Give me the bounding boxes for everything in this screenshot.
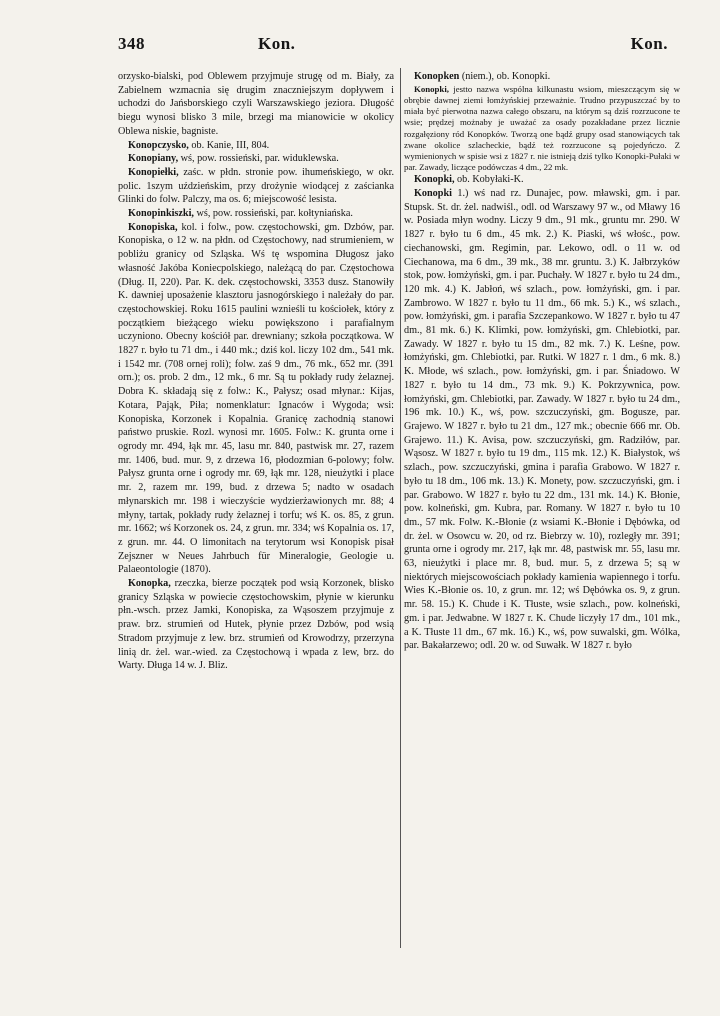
entry-term: Konopki, bbox=[414, 174, 455, 186]
entry-term: Konopiska, bbox=[128, 221, 178, 233]
entry-text: wś, pow. rossieński, par. kołtyniańska. bbox=[196, 208, 353, 220]
entry-text: jestto nazwa wspólna kilkunastu wsiom, mieszczącym się w obrębie dawnej ziemi łomżyńskiej przeważnie. Trudno przypuszczać by to miała być pierwotna nazwa całego obszaru, na którym są dziś rozrzucone te wsie; prędzej możnaby je uważać za osady pozakładane przez licznie rozgałęziony ród Konopków. Tworzą one bądź grupy osad stanowiących tak zwane okolice szlacheckie, bądź też rozrzucone są pojedyńczo. Z wymienionych w spisie wsi z 1827 r. nie istnieją dziś tylko Konopki-Pułaki w par. Zawady, liczące podówczas 4 dm., 22 mk. bbox=[404, 83, 680, 173]
right-column bbox=[404, 70, 680, 1000]
entry-term: Konopka, bbox=[128, 578, 171, 590]
left-column bbox=[118, 70, 394, 1000]
entry-term: Konopczysko, bbox=[128, 139, 189, 151]
dictionary-entry bbox=[118, 221, 394, 577]
dictionary-entry bbox=[118, 152, 394, 166]
entry-text: 1.) wś nad rz. Dunajec, pow. mławski, gm. i par. Stupsk. St. dr. żel. nadwiśl., odl. od Warszawy 97 w., od Mławy 16 w. Posiada młyn wodny. Liczy 9 dm., 91 mk., gruntu mr. 290. W 1827 r. było tu 6 dm., 45 mk. 2.) K. Piaski, wś włośc., pow. ciechanowski, gm. Regimin, par. Lekowo, odl. o 11 w. od Ciechanowa, ma 6 dm., 39 mk., 38 mr. gruntu. 3.) K. Jałbrzyków stok, pow. łomżyński, gm. i par. Puchały. W 1827 r. było tu 24 dm., 120 mk. 4.) K. Jabłoń, wś szlach., pow. łomżyński, gm. i par. Zambrowo. W 1827 r. było tu 11 dm., 66 mk. 5.) K., wś szlach., pow. łomżyński, gm. i parafia Szczepankowo. W 1827 r. było tu 47 dm., 81 mk. 6.) K. Klimki, pow. łomżyński, gm. Chlebiotki, par. Zawady. W 1827 r. było tu 15 dm., 82 mk. 7.) K. Leśne, pow. łomżyński, gm. Chlebiotki, par. Rutki. W 1827 r. 1 dm., 6 mk. 8.) K. Młode, wś szlach., pow. łomżyński, gm. i par. Śniadowo. W 1827 r. było tu 14 dm., 73 mk. 9.) K. Pokrzywnica, pow. łomżyński, gm. Chlebiotki, par. Zawady. W 1827 r. było tu 24 dm., 196 mk. 10.) K., wś, pow. szczuczyński, gm. Bogusze, par. Grajewo. W 1827 r. było tu 21 dm., 127 mk.; obecnie 666 mr. Ob. Grajewo. 11.) K. Avisa, pow. szczuczyński, gm. Radziłów, par. Wąsosz. W 1827 r. było tu 19 dm., 115 mk. 12.) K. Białystok, wś szlach., pow. szczuczyński, gmina i parafia Grabowo. W 1827 r. było tu 18 dm., 106 mk. 13.) K. Monety, pow. szczuczyński, gm. i par. Grabowo. W 1827 r. było tu 22 dm., 131 mk. 14.) K. Błonie, pow. kolneński, gm. Kubra, par. Romany. W 1827 r. było tu 10 dm., 57 mk. Folw. K.-Błonie (z wsiami K.-Błonie i Dębówka, od dr. żel. w Osowcu w. 20, od rz. Biebrzy w. 10), rozległy mr. 391; grunta orne i ogrody mr. 217, łąk mr. 48, pastwisk mr. 55, lasu mr. 63, nieużytki i place mr. 8, bud. mur. 5, z drzewa 5; są w niektórych miejscowościach pokłady kamienia wapiennego i torfu. Wies K.-Błonie os. 10, z grun. mr. 12; wś Dębówka os. 9, z grun. mr. 58. 15.) K. Chude i K. Tłuste, wsie szlach., pow. kolneński, gm. i par. Jedwabne. W 1827 r. K. Chude liczyły 17 dm., 101 mk., a K. Tłuste 11 dm., 67 mk. 16.) K., wś, pow suwalski, gm. Wólka, par. Bakałarzewo; odl. 20 w. od Suwałk. W 1827 r. było bbox=[404, 188, 680, 652]
entry-text: orzysko-bialski, pod Oblewem przyjmuje strugę od m. Biały, za Zabielnem wzmacnia się drugim znaczniejszym dopływem i uchodzi do Jańsborskiego czyli Warszawskiego jeziora. Długość biegu wynosi blisko 3 mile, brzegi ma mianowicie w okolicy Oblewa niskie, bagniste. bbox=[118, 71, 394, 137]
entry-term: Konopinkiszki, bbox=[128, 208, 194, 220]
entry-text: zaśc. w płdn. stronie pow. ihumeńskiego, w okr. polic. 1szym uździeńskim, przy drożynie wiodącej z zaścianka Glinki do folw. Palczy, ma os. 6; miejscowość lesista. bbox=[118, 166, 394, 206]
dictionary-entry bbox=[404, 84, 680, 174]
entry-text: kol. i folw., pow. częstochowski, gm. Dzbów, par. Konopiska, o 12 w. na płdn. od Częstochowy, nad strumieniem, w pobliżu granicy od Szląska. Wś tę wspomina Długosz jako własność Jakóba Koniecpolskiego, należącą do par. Częstochowa (Dług. II, 220). Par. K. dek. częstochowski, 3353 dusz. Stanowiły K. dawniej uposażenie klasztoru jasnogórskiego i należały do par. częstochowskiej. Roku 1615 paulini wznieśli tu kościołek, który z początkiem bieżącego wieku powiększono i parafialnym uczyniono. Obecny kościół par. drewniany; szkoła początkowa. W 1827 r. było tu 71 dm., i 440 mk.; dziś kol. liczy 102 dm., 541 mk. i 1542 mr. (708 ornej roli); folw. zaś 9 dm., 76 mk., 652 mr. (391 orn.); os. prob. 2 dm., 12 mk., 6 mr. Są tu pokłady rudy żelaznej. Dobra K. składają się z folw.: K., Pałysz; osad młynar.: Kijas, Kotara, Pająk, Piła; nomenklatur: Ignaców i Wygoda; wsi: Konopiska, Korzonek i Kopalnia. Granicę zachodnią stanowi państwo pruskie. Rozl. wynosi mr. 1605. Folw.: K. grunta orne i ogrody mr. 494, łąk mr. 45, lasu mr. 840, pastwisk mr. 27, razem mr. 1406, bud. mur. 9, z drzewa 16, płodozmian 6-polowy; folw. Pałysz grunta orne i ogrody mr. 69, łąk mr. 128, nieużytki i place mr. 2, razem mr. 199, bud. z drzewa 5; nadto w osadach młynarskich mr. 198 i wieczyście wydzierżawionych mr. 88; 4 młyny, tartak, pokłady rudy żelaznej i torfu; wś K. os. 85, z grun. mr. 1662; wś Korzonek os. 24, z grun. mr. 334; wś Kopalnia os. 17, z grun. mr. 44. O limonitach na terytorum wsi Konopisk pisał Zejszner w Neues Jahrbuch für Mineralogie, Geologie u. Palaeontologie (1870). bbox=[118, 221, 394, 576]
dictionary-entry bbox=[118, 139, 394, 153]
left-running-head: Kon. bbox=[258, 34, 296, 53]
dictionary-entry bbox=[404, 173, 680, 187]
dictionary-entry bbox=[404, 70, 680, 84]
entry-text: ob. Kanie, III, 804. bbox=[191, 139, 270, 151]
dictionary-entry bbox=[118, 166, 394, 207]
dictionary-entry bbox=[118, 207, 394, 221]
entry-text: wś, pow. rossieński, par. widuklewska. bbox=[180, 153, 339, 165]
entry-term: Konopki bbox=[414, 188, 452, 200]
dictionary-entry bbox=[404, 187, 680, 653]
entry-text: (niem.), ob. Konopki. bbox=[461, 71, 551, 82]
page-header bbox=[118, 34, 678, 58]
dictionary-entry bbox=[118, 70, 394, 139]
page-number: 348 bbox=[118, 34, 145, 53]
entry-term: Konopiany, bbox=[128, 153, 179, 165]
column-divider bbox=[400, 68, 401, 948]
right-running-head: Kon. bbox=[630, 34, 668, 53]
entry-term: Konopki, bbox=[414, 83, 449, 94]
entry-text: ob. Kobyłaki-K. bbox=[457, 174, 524, 186]
entry-text: rzeczka, bierze początek pod wsią Korzonek, blisko granicy Szląska w powiecie częstochowskim, płynie w kierunku płn.-wsch. przez Jamki, Konopiska, za Wąsoszem przyjmuje z praw. brz. strumień od Hutek, płynie przez Dzbów, pod wsią Stradom przyjmuje z lew. brz. strumień od Krowodrzy, przerzyna linią dr. żel. war.-wied. za Częstochową i wpada z lew, brz. do Warty. Długa 14 w. J. Bliz. bbox=[118, 578, 394, 672]
dictionary-entry bbox=[118, 577, 394, 673]
entry-term: Konopiełki, bbox=[128, 166, 179, 178]
entry-term: Konopken bbox=[414, 71, 460, 82]
